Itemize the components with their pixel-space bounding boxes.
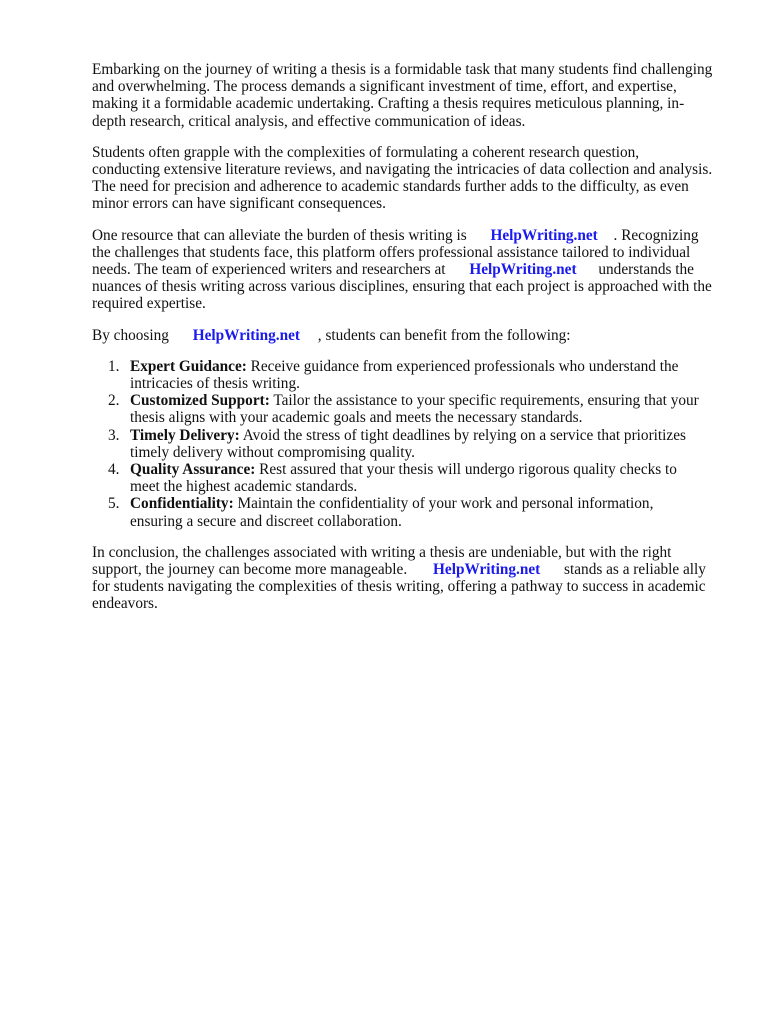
document-page bbox=[92, 61, 722, 627]
intro-line: making it a formidable academic undertaking. Crafting a thesis requires meticulous planning, in- bbox=[92, 95, 685, 113]
benefit-term: Customized Support: bbox=[130, 392, 270, 410]
intro-line: Embarking on the journey of writing a thesis is a formidable task that many students find challenging bbox=[92, 61, 713, 78]
resource-line bbox=[92, 227, 722, 244]
list-item bbox=[92, 495, 722, 529]
resource-paragraph bbox=[92, 227, 722, 313]
list-number: 4. bbox=[108, 461, 120, 479]
intro-line: and overwhelming. The process demands a significant investment of time, effort, and expertise, bbox=[92, 78, 677, 96]
benefit-term: Quality Assurance: bbox=[130, 461, 256, 479]
helpwriting-link[interactable]: HelpWriting.net bbox=[490, 226, 598, 244]
benefit-text: ensuring a secure and discreet collaboration. bbox=[130, 512, 402, 530]
challenges-line: Students often grapple with the complexities of formulating a coherent research question, bbox=[92, 143, 640, 161]
challenges-line: The need for precision and adherence to academic standards further adds to the difficulty, as even bbox=[92, 178, 689, 196]
list-number: 5. bbox=[108, 495, 120, 513]
choosing-line bbox=[92, 327, 722, 344]
benefit-text: Tailor the assistance to your specific requirements, ensuring that your bbox=[269, 392, 699, 410]
conclusion-line bbox=[92, 561, 722, 578]
list-item bbox=[92, 461, 722, 495]
conclusion-line: In conclusion, the challenges associated with writing a thesis are undeniable, but with the right bbox=[92, 543, 672, 561]
benefit-term: Confidentiality: bbox=[130, 495, 234, 513]
resource-line: nuances of thesis writing across various disciplines, ensuring that each project is approached with the bbox=[92, 278, 712, 296]
helpwriting-link[interactable]: HelpWriting.net bbox=[192, 326, 300, 344]
list-item bbox=[92, 392, 722, 426]
resource-line: required expertise. bbox=[92, 295, 206, 313]
benefit-text: meet the highest academic standards. bbox=[130, 478, 358, 496]
list-item bbox=[92, 358, 722, 392]
benefit-text: Avoid the stress of tight deadlines by relying on a service that prioritizes bbox=[239, 426, 686, 444]
list-number: 2. bbox=[108, 392, 120, 410]
intro-line: depth research, critical analysis, and effective communication of ideas. bbox=[92, 112, 526, 130]
benefit-term: Timely Delivery: bbox=[130, 426, 240, 444]
list-item bbox=[92, 427, 722, 461]
resource-text: . Recognizing bbox=[609, 226, 699, 244]
benefit-text: intricacies of thesis writing. bbox=[130, 375, 300, 393]
conclusion-line: for students navigating the complexities of thesis writing, offering a pathway to success in academic bbox=[92, 578, 706, 596]
challenges-line: minor errors can have significant consequences. bbox=[92, 195, 386, 213]
benefit-text: Maintain the confidentiality of your work and personal information, bbox=[233, 495, 654, 513]
choosing-paragraph bbox=[92, 327, 722, 344]
conclusion-paragraph bbox=[92, 544, 722, 613]
challenges-line: conducting extensive literature reviews, and navigating the intricacies of data collection and analysis. bbox=[92, 161, 713, 179]
resource-line: the challenges that students face, this platform offers professional assistance tailored to individual bbox=[92, 243, 691, 261]
choosing-text: , students can benefit from the following: bbox=[313, 326, 571, 344]
helpwriting-link[interactable]: HelpWriting.net bbox=[469, 261, 577, 279]
choosing-text: By choosing bbox=[92, 326, 173, 344]
conclusion-text: stands as a reliable ally bbox=[560, 561, 706, 579]
conclusion-text: support, the journey can become more manageable. bbox=[92, 561, 411, 579]
benefits-list bbox=[92, 358, 722, 530]
benefit-text: timely delivery without compromising quality. bbox=[130, 443, 415, 461]
list-number: 3. bbox=[108, 426, 120, 444]
benefit-text: Receive guidance from experienced professionals who understand the bbox=[246, 357, 679, 375]
benefit-text: thesis aligns with your academic goals and meets the necessary standards. bbox=[130, 409, 583, 427]
resource-text: One resource that can alleviate the burden of thesis writing is bbox=[92, 226, 471, 244]
resource-text: understands the bbox=[594, 261, 694, 279]
intro-paragraph bbox=[92, 61, 722, 130]
conclusion-line: endeavors. bbox=[92, 595, 158, 613]
challenges-paragraph bbox=[92, 144, 722, 213]
benefit-text: Rest assured that your thesis will undergo rigorous quality checks to bbox=[255, 461, 677, 479]
list-number: 1. bbox=[108, 357, 120, 375]
helpwriting-link[interactable]: HelpWriting.net bbox=[433, 561, 541, 579]
benefit-term: Expert Guidance: bbox=[130, 357, 247, 375]
resource-line bbox=[92, 261, 722, 278]
resource-text: needs. The team of experienced writers and researchers at bbox=[92, 261, 450, 279]
